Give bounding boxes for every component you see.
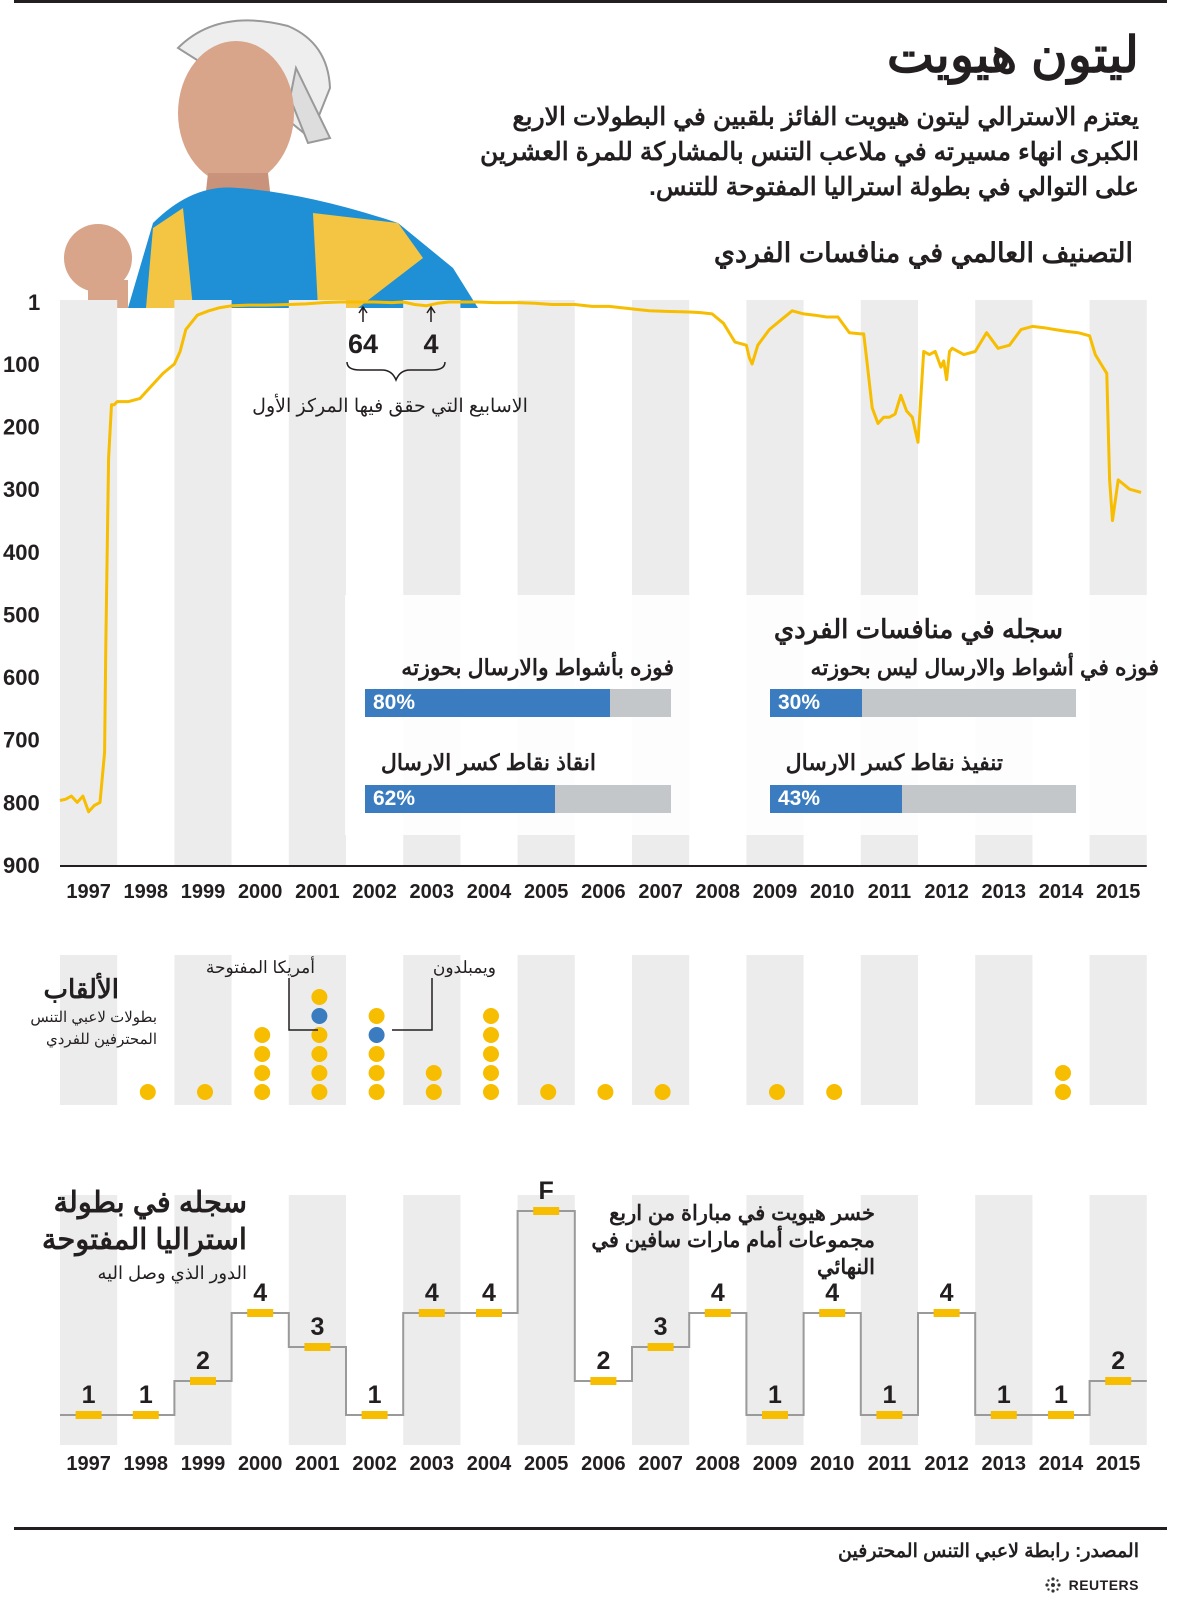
x-tick-label: 2008 xyxy=(695,881,741,903)
title-dot xyxy=(254,1027,270,1043)
x-tick-label: 1998 xyxy=(123,1453,169,1475)
x-tick-label: 2011 xyxy=(867,881,912,903)
y-tick-label: 700 xyxy=(3,727,40,753)
ao-round-marker xyxy=(190,1377,216,1385)
stat-label-bp-saved: انقاذ نقاط كسر الارسال xyxy=(380,750,596,775)
ao-round-marker xyxy=(991,1411,1017,1419)
x-tick-label: 2003 xyxy=(409,881,455,903)
title-dot xyxy=(311,1065,327,1081)
x-tick-label: 1997 xyxy=(66,881,111,903)
x-tick-label: 1999 xyxy=(180,1453,226,1475)
x-tick-label: 1999 xyxy=(180,881,226,903)
title-dot xyxy=(769,1084,785,1100)
weeks-value: 4 xyxy=(423,329,439,359)
x-tick-label: 2006 xyxy=(581,881,626,903)
x-tick-label: 2009 xyxy=(752,1453,798,1475)
ao-round-label: 1 xyxy=(81,1381,96,1409)
stat-label-serve-games: فوزه بأشواط والارسال بحوزته xyxy=(401,655,674,680)
x-tick-label: 2012 xyxy=(924,1453,969,1475)
weeks-value: 64 xyxy=(347,329,379,359)
x-tick-label: 2014 xyxy=(1038,881,1084,903)
title-dot xyxy=(311,1046,327,1062)
year-band xyxy=(1090,955,1147,1105)
ranking-title: التصنيف العالمي في منافسات الفردي xyxy=(713,238,1133,268)
ao-subheading: الدور الذي وصل اليه xyxy=(97,1263,247,1283)
y-tick-label: 600 xyxy=(3,665,40,691)
ao-round-label: 2 xyxy=(1111,1347,1126,1375)
x-tick-label: 2007 xyxy=(638,881,683,903)
titles-chart xyxy=(0,950,1181,1120)
year-band xyxy=(975,955,1032,1105)
x-tick-label: 2000 xyxy=(237,1453,283,1475)
ao-round-label: 1 xyxy=(138,1381,153,1409)
stat-pct-return-games: 30% xyxy=(778,691,821,714)
x-tick-label: 2003 xyxy=(409,1453,455,1475)
ao-round-label: 1 xyxy=(768,1381,782,1409)
title-dot xyxy=(254,1065,270,1081)
stat-bar-serve-games xyxy=(365,689,671,717)
ao-round-marker xyxy=(476,1309,502,1317)
ao-round-label: 4 xyxy=(825,1279,840,1307)
x-tick-label: 2004 xyxy=(466,1453,512,1475)
stat-pct-bp-saved: 62% xyxy=(373,787,416,810)
ao-round-marker xyxy=(1048,1411,1074,1419)
title-dot xyxy=(826,1084,842,1100)
y-tick-label: 800 xyxy=(3,790,40,816)
ao-round-label: 2 xyxy=(596,1347,611,1375)
year-band xyxy=(174,300,231,866)
ao-round-marker xyxy=(590,1377,616,1385)
title-dot xyxy=(483,1008,499,1024)
title-dot xyxy=(483,1027,499,1043)
x-tick-label: 2013 xyxy=(981,881,1027,903)
x-tick-label: 1997 xyxy=(66,1453,111,1475)
y-tick-label: 100 xyxy=(3,351,40,377)
wimbledon-label: ويمبلدون xyxy=(432,958,496,977)
ao-round-label: 1 xyxy=(996,1381,1011,1409)
titles-subheading: بطولات لاعبي التنس المحترفين للفردي xyxy=(30,1009,157,1048)
x-tick-label: 2009 xyxy=(752,881,798,903)
ao-round-label: 4 xyxy=(482,1279,496,1307)
title-dot xyxy=(254,1046,270,1062)
intro-text: يعتزم الاسترالي ليتون هيويت الفائز بلقبين في البطولات الاربع الكبرى انهاء مسيرته في ملاعب التنس بالمشاركة للمرة العشرين على التوالي في بطولة استراليا المفتوحة للتنس. xyxy=(479,103,1139,201)
ao-round-marker xyxy=(247,1309,273,1317)
ao-round-marker xyxy=(762,1411,788,1419)
stat-bar-bp-saved xyxy=(365,785,671,813)
tennis-player-photo xyxy=(58,8,498,308)
title-dot xyxy=(655,1084,671,1100)
title-dot xyxy=(483,1084,499,1100)
ao-round-label: 4 xyxy=(253,1279,268,1307)
x-tick-label: 2008 xyxy=(695,1453,741,1475)
stat-pct-serve-games: 80% xyxy=(373,691,416,714)
ao-round-marker xyxy=(1105,1377,1131,1385)
x-tick-label: 2006 xyxy=(581,1453,626,1475)
x-tick-label: 2015 xyxy=(1095,881,1141,903)
grand-slam-dot xyxy=(311,1008,327,1024)
x-tick-label: 2007 xyxy=(638,1453,683,1475)
x-tick-label: 2000 xyxy=(237,881,283,903)
title-dot xyxy=(311,1084,327,1100)
ao-round-label: 3 xyxy=(653,1313,668,1341)
x-tick-label: 2002 xyxy=(352,881,397,903)
y-tick-label: 1 xyxy=(28,290,41,315)
stat-pct-bp-converted: 43% xyxy=(778,787,821,810)
x-tick-label: 2014 xyxy=(1038,1453,1084,1475)
page-title: ليتون هيويت xyxy=(886,27,1139,83)
ao-round-label: 1 xyxy=(882,1381,897,1409)
ao-round-marker xyxy=(705,1309,731,1317)
title-dot xyxy=(597,1084,613,1100)
x-tick-label: 2005 xyxy=(523,881,569,903)
title-dot xyxy=(369,1046,385,1062)
ao-round-label: 4 xyxy=(939,1279,954,1307)
ao-round-label: 1 xyxy=(367,1381,382,1409)
y-tick-label: 200 xyxy=(3,414,40,440)
x-tick-label: 2010 xyxy=(809,881,855,903)
ao-round-marker xyxy=(819,1309,845,1317)
source-text: المصدر: رابطة لاعبي التنس المحترفين xyxy=(838,1541,1139,1562)
x-tick-label: 2005 xyxy=(523,1453,569,1475)
top-rule xyxy=(14,0,1167,3)
title-dot xyxy=(540,1084,556,1100)
ao-round-marker xyxy=(76,1411,102,1419)
stats-title: سجله في منافسات الفردي xyxy=(773,614,1063,644)
bottom-rule xyxy=(14,1527,1167,1530)
grand-slam-dot xyxy=(369,1027,385,1043)
ao-round-marker xyxy=(419,1309,445,1317)
year-band xyxy=(518,955,575,1105)
title-dot xyxy=(197,1084,213,1100)
title-dot xyxy=(483,1046,499,1062)
arrow-icon xyxy=(359,307,367,322)
title-dot xyxy=(426,1065,442,1081)
x-tick-label: 2002 xyxy=(352,1453,397,1475)
x-tick-label: 2011 xyxy=(867,1453,912,1475)
ao-round-label: 4 xyxy=(424,1279,439,1307)
year-band xyxy=(289,300,346,866)
year-band xyxy=(60,300,117,866)
stat-label-bp-converted: تنفيذ نقاط كسر الارسال xyxy=(785,750,1003,775)
year-band xyxy=(632,955,689,1105)
title-dot xyxy=(426,1084,442,1100)
year-band xyxy=(746,955,803,1105)
x-tick-label: 1998 xyxy=(123,881,169,903)
title-dot xyxy=(1055,1084,1071,1100)
y-tick-label: 400 xyxy=(3,539,40,565)
x-tick-label: 2012 xyxy=(924,881,969,903)
ao-round-marker xyxy=(362,1411,388,1419)
us-open-label: أمريكا المفتوحة xyxy=(205,958,315,977)
ao-round-label: 4 xyxy=(710,1279,725,1307)
x-tick-label: 2013 xyxy=(981,1453,1027,1475)
x-tick-label: 2010 xyxy=(809,1453,855,1475)
ao-heading: سجله في بطولة استراليا المفتوحة xyxy=(41,1187,247,1256)
ao-round-marker xyxy=(648,1343,674,1351)
y-tick-label: 300 xyxy=(3,477,40,503)
final-annotation: خسر هيويت في مباراة من اربع مجموعات أمام مارات سافين في النهائي xyxy=(591,1202,875,1279)
x-tick-label: 2001 xyxy=(295,881,340,903)
stat-bar-bp-converted xyxy=(770,785,1076,813)
title-dot xyxy=(369,1065,385,1081)
x-tick-label: 2004 xyxy=(466,881,512,903)
reuters-logo-icon xyxy=(1043,1576,1063,1594)
ao-round-label: 3 xyxy=(310,1313,325,1341)
y-tick-label: 900 xyxy=(3,853,40,878)
ao-round-marker xyxy=(934,1309,960,1317)
weeks-caption: الاسابيع التي حقق فيها المركز الأول xyxy=(252,396,528,417)
x-tick-label: 2001 xyxy=(295,1453,340,1475)
ao-round-label: 2 xyxy=(196,1347,210,1375)
stat-bar-return-games xyxy=(770,689,1076,717)
x-tick-label: 2015 xyxy=(1095,1453,1141,1475)
titles-heading: الألقاب xyxy=(43,974,119,1004)
title-dot xyxy=(140,1084,156,1100)
title-dot xyxy=(369,1008,385,1024)
y-tick-label: 500 xyxy=(3,602,40,628)
ao-round-marker xyxy=(304,1343,330,1351)
ao-round-marker xyxy=(133,1411,159,1419)
ao-round-marker xyxy=(876,1411,902,1419)
reuters-credit: REUTERS xyxy=(1068,1577,1139,1593)
title-dot xyxy=(1055,1065,1071,1081)
title-dot xyxy=(311,989,327,1005)
year-band xyxy=(861,955,918,1105)
year-band xyxy=(403,1195,460,1445)
stat-label-return-games: فوزه في أشواط والارسال ليس بحوزته xyxy=(810,655,1159,680)
year-band xyxy=(1090,1195,1147,1445)
ao-round-label: F xyxy=(538,1177,554,1205)
ao-round-label: 1 xyxy=(1054,1381,1068,1409)
title-dot xyxy=(254,1084,270,1100)
title-dot xyxy=(369,1084,385,1100)
title-dot xyxy=(483,1065,499,1081)
